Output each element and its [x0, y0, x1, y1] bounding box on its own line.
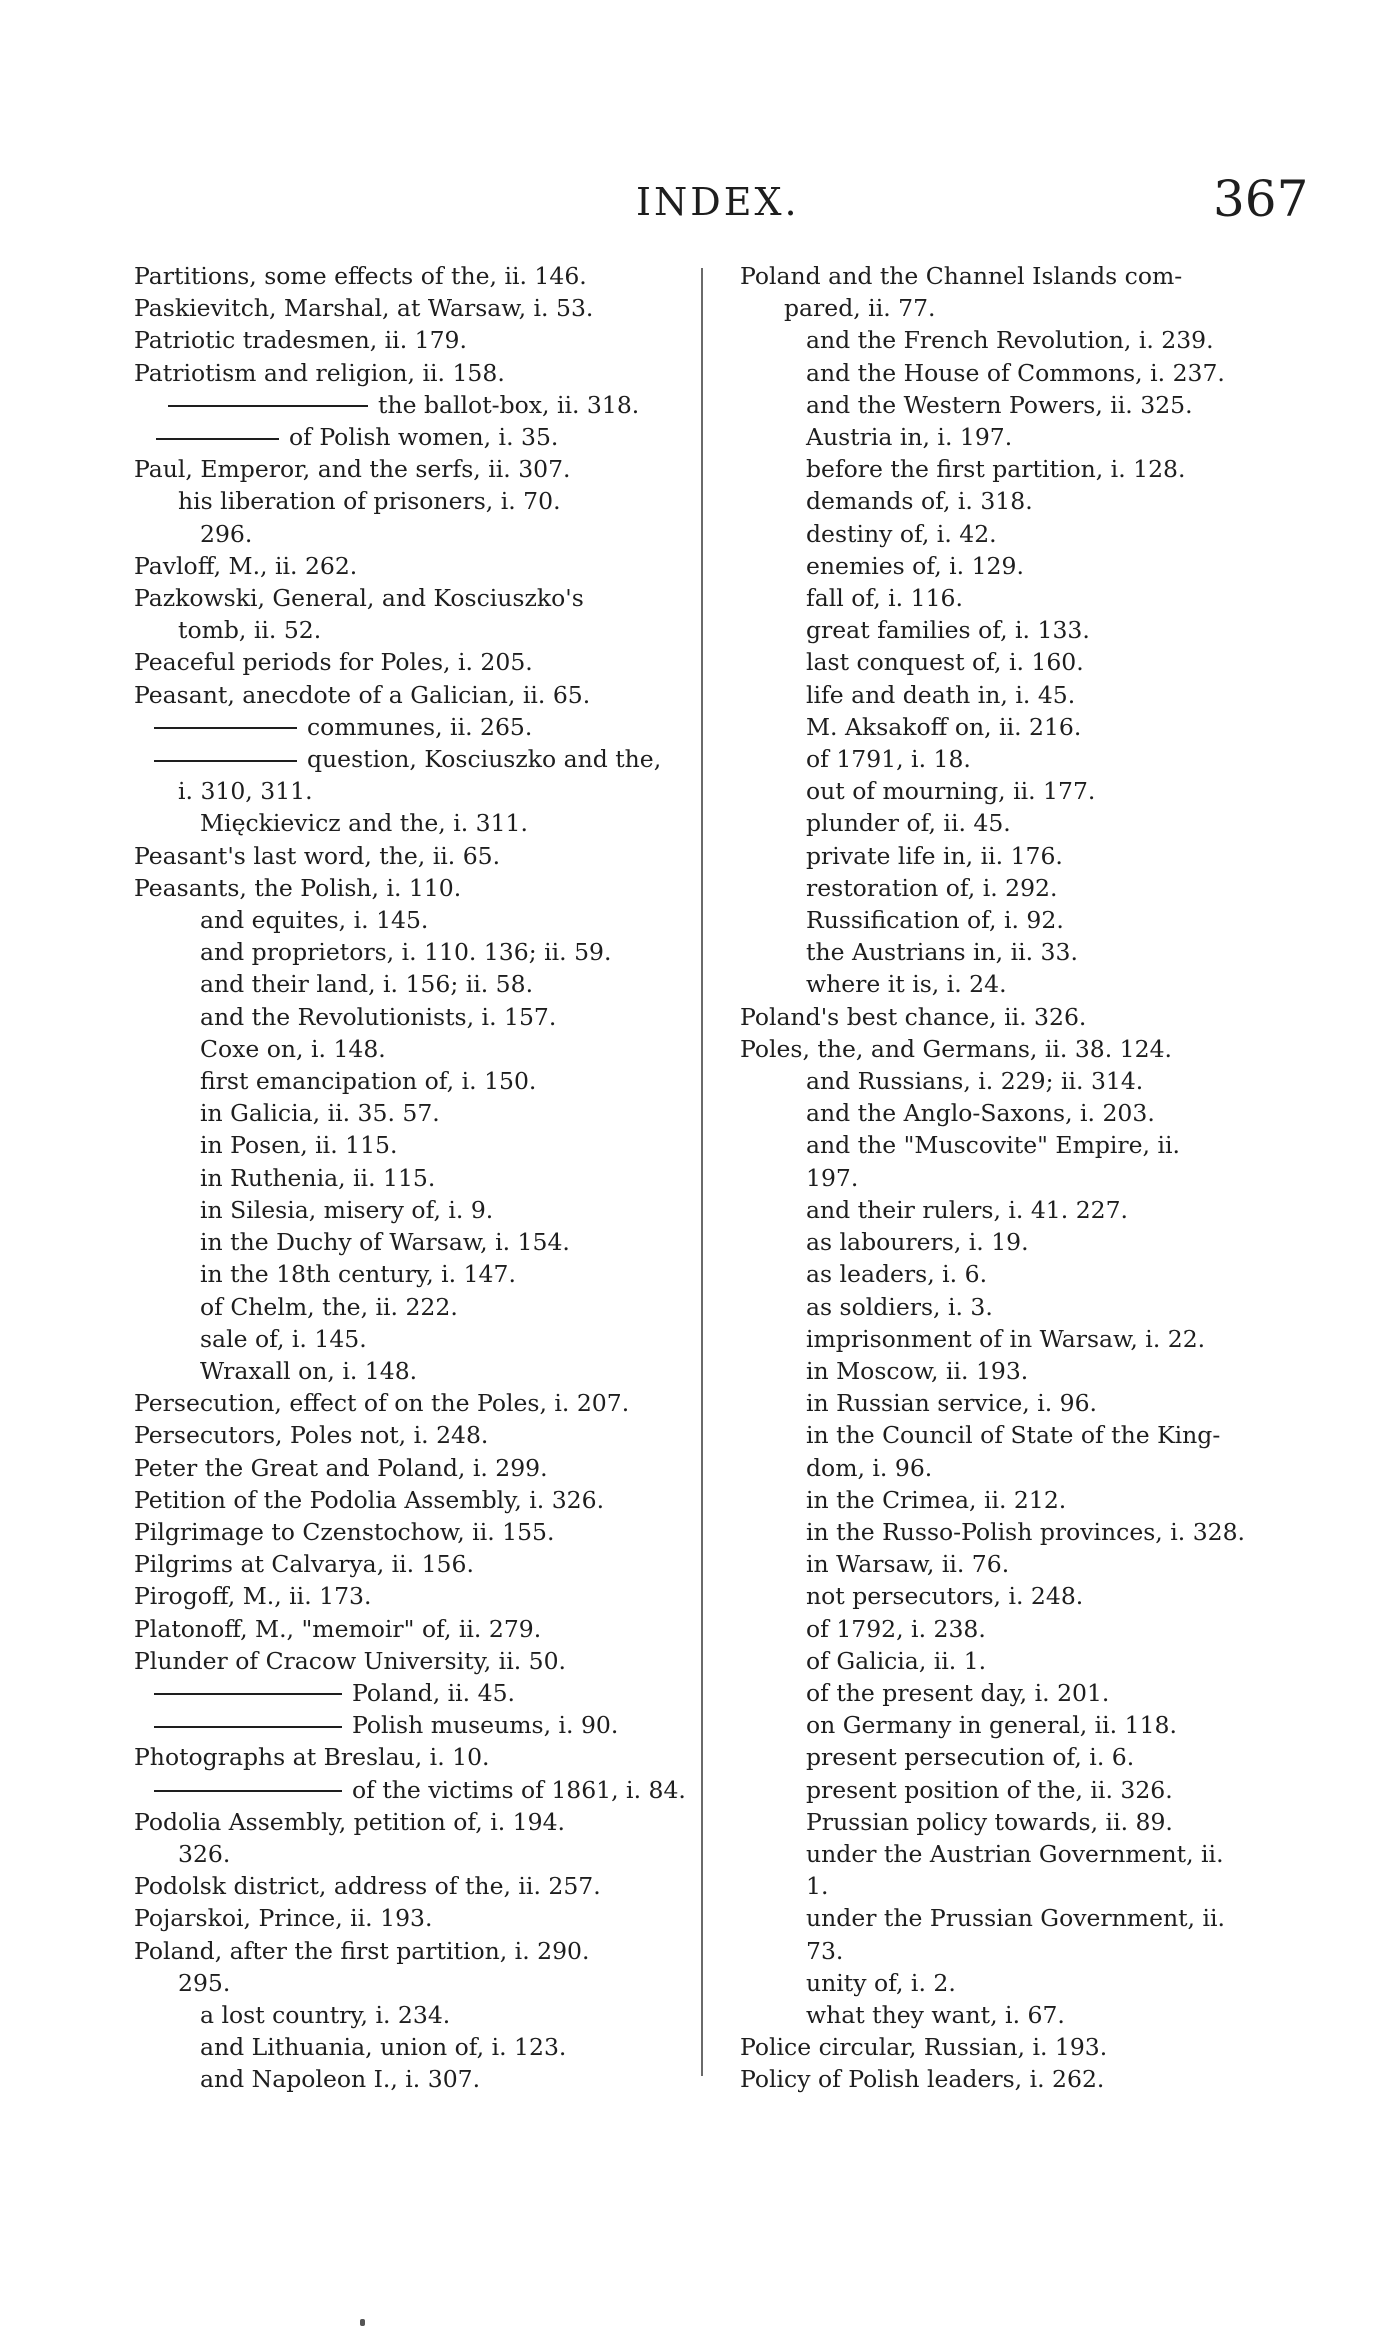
- index-entry-text: 296.: [200, 519, 253, 548]
- index-entry-text: i. 310, 311.: [178, 777, 313, 806]
- index-entry-text: pared, ii. 77.: [784, 294, 936, 323]
- index-entry-text: first emancipation of, i. 150.: [200, 1067, 537, 1096]
- index-entry-text: in the Crimea, ii. 212.: [806, 1485, 1067, 1514]
- index-entry: [740, 646, 1285, 678]
- index-entry: [134, 1806, 689, 1838]
- index-entry: [740, 1838, 1285, 1870]
- index-entry: [134, 646, 689, 678]
- index-entry-text: what they want, i. 67.: [806, 2000, 1065, 2029]
- index-entry-text: and the "Muscovite" Empire, ii.: [806, 1131, 1180, 1160]
- index-entry: [740, 1741, 1285, 1773]
- index-entry: [134, 389, 689, 421]
- index-entry-text: Pavloff, M., ii. 262.: [134, 551, 358, 580]
- index-entry-text: the Austrians in, ii. 33.: [806, 938, 1078, 967]
- index-entry-text: and their rulers, i. 41. 227.: [806, 1195, 1129, 1224]
- index-entry-text: 197.: [806, 1163, 859, 1192]
- index-entry-text: of Chelm, the, ii. 222.: [200, 1292, 458, 1321]
- index-entry-text: private life in, ii. 176.: [806, 841, 1063, 870]
- index-entry-text: Paul, Emperor, and the serfs, ii. 307.: [134, 455, 571, 484]
- index-entry-text: as leaders, i. 6.: [806, 1260, 988, 1289]
- index-entry-text: in Moscow, ii. 193.: [806, 1356, 1029, 1385]
- index-entry: [134, 550, 689, 582]
- index-entry: [134, 679, 689, 711]
- index-entry: [134, 840, 689, 872]
- index-entry-text: under the Prussian Government, ii.: [806, 1904, 1225, 1933]
- index-entry-text: Poland, ii. 45.: [352, 1678, 515, 1707]
- index-entry-text: of 1792, i. 238.: [806, 1614, 986, 1643]
- index-entry: [134, 872, 689, 904]
- index-entry-text: and the Revolutionists, i. 157.: [200, 1002, 557, 1031]
- index-entry-text: in the Duchy of Warsaw, i. 154.: [200, 1228, 570, 1257]
- index-entry-text: destiny of, i. 42.: [806, 519, 997, 548]
- index-entry-text: and the French Revolution, i. 239.: [806, 326, 1214, 355]
- index-entry: [740, 485, 1285, 517]
- index-entry: [134, 936, 689, 968]
- index-entry-text: last conquest of, i. 160.: [806, 648, 1084, 677]
- index-entry: [134, 2063, 689, 2095]
- index-entry: [740, 904, 1285, 936]
- index-entry: [740, 614, 1285, 646]
- index-entry: [740, 1645, 1285, 1677]
- index-entry: [134, 582, 689, 614]
- index-entry-text: Pilgrims at Calvarya, ii. 156.: [134, 1550, 474, 1579]
- index-entry: [740, 711, 1285, 743]
- index-entry: [134, 453, 689, 485]
- page-number: 367: [1213, 170, 1309, 228]
- index-entry: [740, 1001, 1285, 1033]
- index-entry: [740, 968, 1285, 1000]
- index-entry-text: Pilgrimage to Czenstochow, ii. 155.: [134, 1517, 555, 1546]
- ditto-dash: [154, 1790, 342, 1792]
- index-entry: [134, 1999, 689, 2031]
- index-entry: [740, 260, 1285, 292]
- index-entry: [740, 807, 1285, 839]
- index-entry: [134, 1741, 689, 1773]
- index-entry-text: Peasant, anecdote of a Galician, ii. 65.: [134, 680, 591, 709]
- index-entry: [740, 292, 1285, 324]
- index-entry-text: Polish museums, i. 90.: [352, 1711, 619, 1740]
- index-entry: [740, 1194, 1285, 1226]
- index-entry-text: in the 18th century, i. 147.: [200, 1260, 516, 1289]
- index-entry-text: restoration of, i. 292.: [806, 873, 1058, 902]
- index-entry: [740, 1677, 1285, 1709]
- index-entry: [740, 1935, 1285, 1967]
- index-entry: [134, 1162, 689, 1194]
- index-entry-text: question, Kosciuszko and the,: [307, 745, 662, 774]
- index-entry: [740, 1613, 1285, 1645]
- index-entry: [740, 1258, 1285, 1290]
- index-entry: [740, 1226, 1285, 1258]
- index-entry: [134, 614, 689, 646]
- index-entry: [740, 1355, 1285, 1387]
- index-entry: [740, 743, 1285, 775]
- index-entry: [134, 1838, 689, 1870]
- index-entry: [740, 1484, 1285, 1516]
- index-entry: [740, 518, 1285, 550]
- index-entry: [134, 1677, 689, 1709]
- index-entry: [134, 1194, 689, 1226]
- index-entry: [740, 582, 1285, 614]
- index-entry-text: 1.: [806, 1872, 829, 1901]
- index-entry-text: and the Anglo-Saxons, i. 203.: [806, 1099, 1155, 1128]
- index-entry-text: Policy of Polish leaders, i. 262.: [740, 2065, 1105, 2094]
- index-entry: [134, 1645, 689, 1677]
- index-entry-text: Poles, the, and Germans, ii. 38. 124.: [740, 1034, 1172, 1063]
- index-entry: [134, 1870, 689, 1902]
- index-entry-text: of the victims of 1861, i. 84.: [352, 1775, 686, 1804]
- index-entry-text: Police circular, Russian, i. 193.: [740, 2033, 1108, 2062]
- index-entry: [740, 1774, 1285, 1806]
- index-entry-text: of the present day, i. 201.: [806, 1678, 1110, 1707]
- index-entry-text: Patriotic tradesmen, ii. 179.: [134, 326, 467, 355]
- index-entry: [740, 1548, 1285, 1580]
- index-entry: [134, 1033, 689, 1065]
- index-entry: [134, 1452, 689, 1484]
- index-entry: [134, 1129, 689, 1161]
- index-entry-text: dom, i. 96.: [806, 1453, 933, 1482]
- running-title: INDEX.: [636, 180, 800, 224]
- index-entry-text: Pazkowski, General, and Kosciuszko's: [134, 584, 584, 613]
- index-entry-text: Peter the Great and Poland, i. 299.: [134, 1453, 548, 1482]
- index-entry-text: in the Council of State of the King-: [806, 1421, 1221, 1450]
- index-entry-text: Petition of the Podolia Assembly, i. 326.: [134, 1485, 605, 1514]
- index-entry-text: Pirogoff, M., ii. 173.: [134, 1582, 372, 1611]
- index-entry-text: M. Aksakoff on, ii. 216.: [806, 712, 1082, 741]
- index-entry-text: before the first partition, i. 128.: [806, 455, 1186, 484]
- index-entry-text: demands of, i. 318.: [806, 487, 1033, 516]
- index-entry: [740, 1709, 1285, 1741]
- index-entry: [740, 840, 1285, 872]
- index-entry-text: not persecutors, i. 248.: [806, 1582, 1084, 1611]
- index-entry: [740, 1580, 1285, 1612]
- index-entry-text: enemies of, i. 129.: [806, 551, 1024, 580]
- index-entry-text: the ballot-box, ii. 318.: [378, 390, 640, 419]
- index-entry: [134, 1967, 689, 1999]
- index-entry: [134, 1774, 689, 1806]
- index-entry-text: plunder of, ii. 45.: [806, 809, 1011, 838]
- index-entry: [740, 1902, 1285, 1934]
- index-entry-text: 295.: [178, 1968, 231, 1997]
- index-entry: [740, 1806, 1285, 1838]
- index-entry-text: and the House of Commons, i. 237.: [806, 358, 1225, 387]
- index-entry: [134, 1291, 689, 1323]
- index-entry-text: present persecution of, i. 6.: [806, 1743, 1135, 1772]
- index-entry: [740, 1870, 1285, 1902]
- index-entry: [134, 711, 689, 743]
- ditto-dash: [154, 1693, 342, 1695]
- index-entry: [740, 357, 1285, 389]
- index-entry-text: Peasant's last word, the, ii. 65.: [134, 841, 501, 870]
- index-entry-text: a lost country, i. 234.: [200, 2000, 451, 2029]
- index-entry: [134, 743, 689, 775]
- index-entry: [134, 485, 689, 517]
- index-entry: [740, 1419, 1285, 1451]
- index-entry: [134, 1709, 689, 1741]
- index-entry-text: Poland, after the first partition, i. 290.: [134, 1936, 590, 1965]
- index-entry: [740, 324, 1285, 356]
- index-entry-text: and Napoleon I., i. 307.: [200, 2065, 481, 2094]
- index-entry-text: in Russian service, i. 96.: [806, 1389, 1098, 1418]
- index-entry-text: Poland's best chance, ii. 326.: [740, 1002, 1087, 1031]
- index-entry: [740, 679, 1285, 711]
- index-entry-text: Pojarskoi, Prince, ii. 193.: [134, 1904, 433, 1933]
- index-entry-text: Photographs at Breslau, i. 10.: [134, 1743, 490, 1772]
- index-entry-text: and the Western Powers, ii. 325.: [806, 390, 1193, 419]
- index-entry: [740, 1162, 1285, 1194]
- index-entry-text: Patriotism and religion, ii. 158.: [134, 358, 505, 387]
- index-column-right: [740, 260, 1285, 2096]
- index-entry: [740, 1065, 1285, 1097]
- index-entry-text: Wraxall on, i. 148.: [200, 1356, 418, 1385]
- index-entry: [134, 1516, 689, 1548]
- page-speck: [360, 2319, 365, 2326]
- ditto-dash: [168, 405, 368, 407]
- index-entry: [134, 904, 689, 936]
- ditto-dash: [154, 760, 297, 762]
- index-entry: [134, 1097, 689, 1129]
- index-entry: [740, 1323, 1285, 1355]
- index-entry: [134, 2031, 689, 2063]
- index-entry: [740, 1999, 1285, 2031]
- index-entry: [740, 421, 1285, 453]
- index-entry-text: tomb, ii. 52.: [178, 616, 322, 645]
- index-entry: [134, 1935, 689, 1967]
- index-entry: [740, 1129, 1285, 1161]
- index-entry-text: Mięckievicz and the, i. 311.: [200, 809, 528, 838]
- index-entry: [134, 1355, 689, 1387]
- index-entry-text: Russification of, i. 92.: [806, 906, 1064, 935]
- index-entry-text: of Galicia, ii. 1.: [806, 1646, 987, 1675]
- index-entry-text: and their land, i. 156; ii. 58.: [200, 970, 534, 999]
- index-entry-text: and proprietors, i. 110. 136; ii. 59.: [200, 938, 612, 967]
- index-entry-text: and equites, i. 145.: [200, 906, 429, 935]
- index-entry: [740, 1452, 1285, 1484]
- index-entry: [134, 968, 689, 1000]
- index-entry: [740, 872, 1285, 904]
- index-entry-text: Partitions, some effects of the, ii. 146.: [134, 262, 587, 290]
- index-entry: [134, 260, 689, 292]
- index-entry: [134, 292, 689, 324]
- index-entry: [740, 775, 1285, 807]
- index-entry-text: life and death in, i. 45.: [806, 680, 1076, 709]
- index-entry-text: of 1791, i. 18.: [806, 745, 971, 774]
- index-entry: [134, 1001, 689, 1033]
- index-entry: [740, 1967, 1285, 1999]
- index-entry-text: Podolsk district, address of the, ii. 257.: [134, 1872, 601, 1901]
- ditto-dash: [154, 1726, 342, 1728]
- index-entry-text: Paskievitch, Marshal, at Warsaw, i. 53.: [134, 294, 594, 323]
- index-entry: [740, 1516, 1285, 1548]
- index-entry-text: his liberation of prisoners, i. 70.: [178, 487, 561, 516]
- index-entry: [134, 807, 689, 839]
- index-entry-text: Persecution, effect of on the Poles, i. 207.: [134, 1389, 630, 1418]
- index-entry-text: Austria in, i. 197.: [806, 423, 1013, 452]
- index-entry-text: in the Russo-Polish provinces, i. 328.: [806, 1517, 1246, 1546]
- index-entry-text: Plunder of Cracow University, ii. 50.: [134, 1646, 567, 1675]
- index-entry: [134, 1226, 689, 1258]
- index-entry: [134, 1484, 689, 1516]
- ditto-dash: [154, 727, 297, 729]
- index-entry-text: under the Austrian Government, ii.: [806, 1839, 1224, 1868]
- index-entry: [134, 1065, 689, 1097]
- index-entry-text: in Galicia, ii. 35. 57.: [200, 1099, 440, 1128]
- index-entry-text: as labourers, i. 19.: [806, 1228, 1029, 1257]
- index-entry-text: in Ruthenia, ii. 115.: [200, 1163, 436, 1192]
- index-entry: [134, 1387, 689, 1419]
- index-entry: [134, 775, 689, 807]
- index-entry: [134, 1580, 689, 1612]
- index-column-left: [134, 260, 689, 2096]
- index-entry: [134, 518, 689, 550]
- index-entry: [134, 1548, 689, 1580]
- index-entry-text: 326.: [178, 1839, 231, 1868]
- index-entry: [740, 1033, 1285, 1065]
- index-entry-text: Poland and the Channel Islands com-: [740, 262, 1183, 290]
- index-entry-text: Coxe on, i. 148.: [200, 1034, 386, 1063]
- index-entry: [740, 2063, 1285, 2095]
- index-entry: [740, 1291, 1285, 1323]
- index-entry-text: Peaceful periods for Poles, i. 205.: [134, 648, 533, 677]
- index-entry: [134, 1258, 689, 1290]
- index-entry-text: in Posen, ii. 115.: [200, 1131, 398, 1160]
- index-entry-text: in Silesia, misery of, i. 9.: [200, 1195, 494, 1224]
- index-entry: [134, 357, 689, 389]
- index-entry-text: in Warsaw, ii. 76.: [806, 1550, 1010, 1579]
- index-entry-text: Platonoff, M., "memoir" of, ii. 279.: [134, 1614, 542, 1643]
- index-entry: [740, 2031, 1285, 2063]
- ditto-dash: [156, 438, 279, 440]
- index-entry-text: present position of the, ii. 326.: [806, 1775, 1173, 1804]
- index-entry-text: of Polish women, i. 35.: [289, 423, 559, 452]
- index-entry: [740, 936, 1285, 968]
- index-entry-text: out of mourning, ii. 177.: [806, 777, 1096, 806]
- index-entry: [134, 1902, 689, 1934]
- index-entry: [134, 324, 689, 356]
- index-entry-text: where it is, i. 24.: [806, 970, 1007, 999]
- index-entry: [134, 1419, 689, 1451]
- index-entry-text: Prussian policy towards, ii. 89.: [806, 1807, 1173, 1836]
- index-entry-text: imprisonment of in Warsaw, i. 22.: [806, 1324, 1206, 1353]
- index-entry: [740, 1387, 1285, 1419]
- index-entry-text: fall of, i. 116.: [806, 584, 963, 613]
- index-entry: [740, 550, 1285, 582]
- index-entry: [740, 1097, 1285, 1129]
- index-entry-text: as soldiers, i. 3.: [806, 1292, 993, 1321]
- index-entry: [134, 1323, 689, 1355]
- index-entry-text: great families of, i. 133.: [806, 616, 1090, 645]
- index-entry-text: sale of, i. 145.: [200, 1324, 367, 1353]
- index-entry-text: and Lithuania, union of, i. 123.: [200, 2033, 567, 2062]
- index-entry-text: Podolia Assembly, petition of, i. 194.: [134, 1807, 565, 1836]
- index-entry: [740, 389, 1285, 421]
- column-divider: [701, 268, 703, 2076]
- index-entry-text: unity of, i. 2.: [806, 1968, 956, 1997]
- index-entry: [134, 421, 689, 453]
- index-entry-text: 73.: [806, 1936, 844, 1965]
- index-entry-text: Peasants, the Polish, i. 110.: [134, 873, 462, 902]
- index-entry-text: and Russians, i. 229; ii. 314.: [806, 1067, 1144, 1096]
- index-entry-text: on Germany in general, ii. 118.: [806, 1711, 1177, 1740]
- index-entry: [740, 453, 1285, 485]
- index-entry-text: communes, ii. 265.: [307, 712, 533, 741]
- index-entry-text: Persecutors, Poles not, i. 248.: [134, 1421, 489, 1450]
- index-entry: [134, 1613, 689, 1645]
